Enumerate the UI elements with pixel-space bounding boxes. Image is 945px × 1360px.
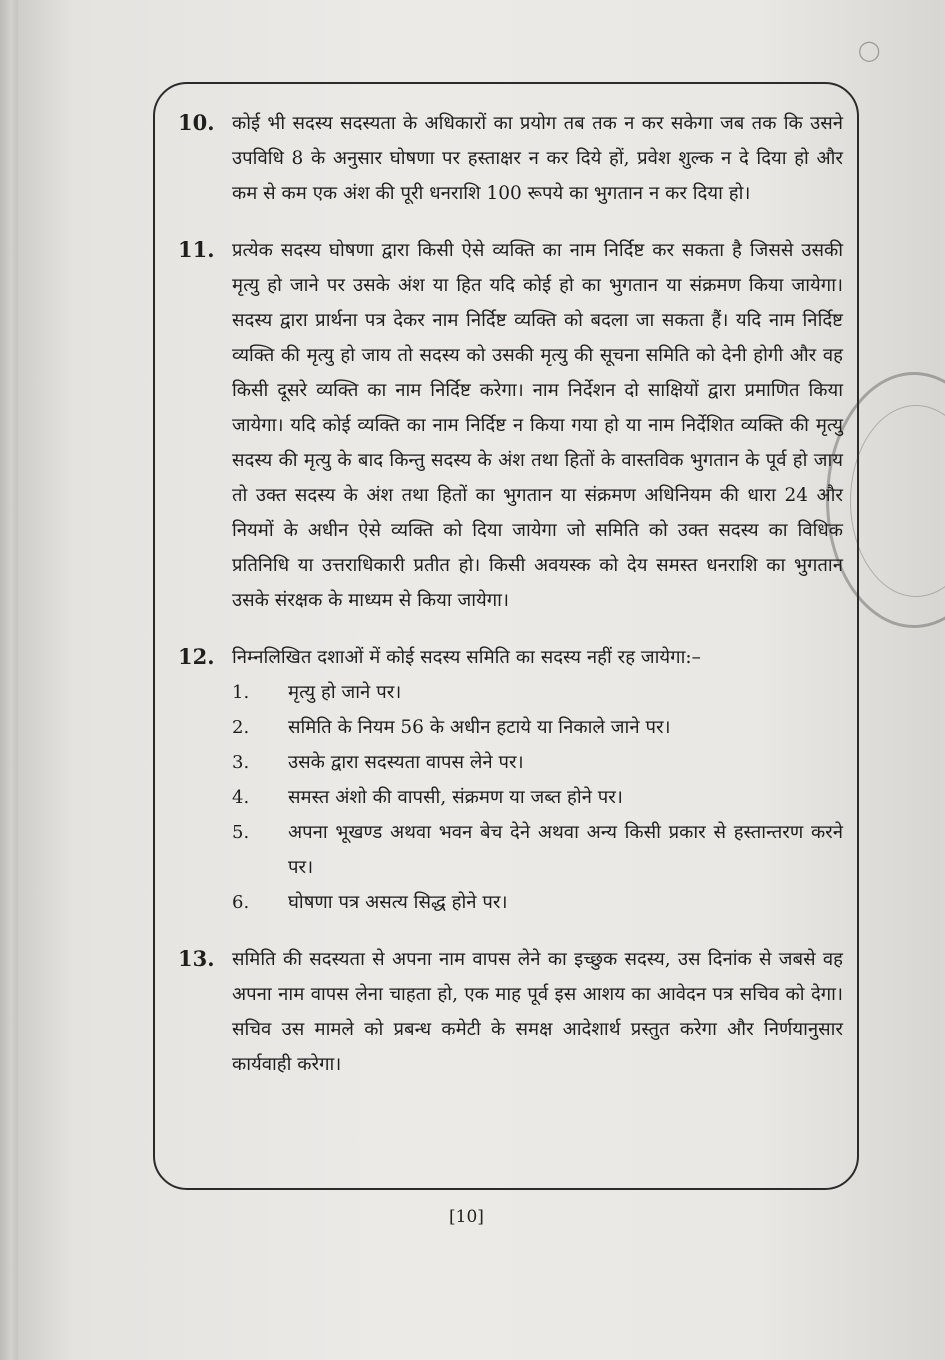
list-item-number: 5.	[232, 822, 250, 843]
bylaws-content	[178, 106, 843, 1104]
clause-12	[178, 640, 843, 920]
page-number: [10]	[449, 1207, 484, 1227]
list-item-text: अपना भूखण्ड अथवा भवन बेच देने अथवा अन्य किसी प्रकार से हस्तान्तरण करने पर।	[288, 822, 843, 878]
list-item-text: समिति के नियम 56 के अधीन हटाये या निकाले जाने पर।	[288, 717, 671, 738]
list-item	[232, 745, 843, 780]
list-item-text: समस्त अंशो की वापसी, संक्रमण या जब्त होने पर।	[288, 787, 623, 808]
list-item-number: 6.	[232, 892, 250, 913]
clause-text: समिति की सदस्यता से अपना नाम वापस लेने का इच्छुक सदस्य, उस दिनांक से जबसे वह अपना नाम वापस लेना चाहता हो, एक माह पूर्व इस आशय का आवेदन पत्र सचिव को देगा। सचिव उस मामले को प्रबन्ध कमेटी के समक्ष आदेशार्थ प्रस्तुत करेगा और निर्णयानुसार कार्यवाही करेगा।	[232, 949, 843, 1075]
clause-13	[178, 942, 843, 1082]
clause-number: 10.	[178, 110, 215, 135]
list-item-number: 3.	[232, 752, 250, 773]
list-item	[232, 710, 843, 745]
list-item-text: घोषणा पत्र असत्य सिद्ध होने पर।	[288, 892, 508, 913]
list-item	[232, 815, 843, 885]
clause-number: 12.	[178, 644, 215, 669]
list-item	[232, 885, 843, 920]
list-item-number: 2.	[232, 717, 250, 738]
clause-text: प्रत्येक सदस्य घोषणा द्वारा किसी ऐसे व्यक्ति का नाम निर्दिष्ट कर सकता है जिससे उसकी मृत्यु हो जाने पर उसके अंश या हित यदि कोई हो का भुगतान या संक्रमण किया जायेगा। सदस्य द्वारा प्रार्थना पत्र देकर नाम निर्दिष्ट व्यक्ति को बदला जा सकता हैं। यदि नाम निर्दिष्ट व्यक्ति की मृत्यु हो जाय तो सदस्य को उसकी मृत्यु की सूचना समिति को देनी होगी और वह किसी दूसरे व्यक्ति का नाम निर्दिष्ट करेगा। नाम निर्देशन दो साक्षियों द्वारा प्रमाणित किया जायेगा। यदि कोई व्यक्ति का नाम निर्दिष्ट न किया गया हो या नाम निर्देशित व्यक्ति की मृत्यु सदस्य की मृत्यु के बाद किन्तु सदस्य के अंश तथा हितों के वास्तविक भुगतान के पूर्व हो जाय तो उक्त सदस्य के अंश तथा हितों का भुगतान या संक्रमण अधिनियम की धारा 24 और नियमों के अधीन ऐसे व्यक्ति को दिया जायेगा जो समिति को उक्त सदस्य का विधिक प्रतिनिधि या उत्तराधिकारी प्रतीत हो। किसी अवयस्क को देय समस्त धनराशि का भुगतान उसके संरक्षक के माध्यम से किया जायेगा।	[232, 240, 843, 611]
list-item-number: 1.	[232, 682, 250, 703]
clause-text: निम्नलिखित दशाओं में कोई सदस्य समिति का सदस्य नहीं रह जायेगा:–	[232, 647, 701, 668]
list-item-number: 4.	[232, 787, 250, 808]
clause-number: 11.	[178, 237, 215, 262]
clause-text: कोई भी सदस्य सदस्यता के अधिकारों का प्रयोग तब तक न कर सकेगा जब तक कि उसने उपविधि 8 के अनुसार घोषणा पर हस्ताक्षर न कर दिये हों, प्रवेश शुल्क न दे दिया हो और कम से कम एक अंश की पूरी धनराशि 100 रूपये का भुगतान न कर दिया हो।	[232, 113, 843, 204]
clause-11	[178, 233, 843, 618]
condition-list	[232, 675, 843, 920]
page-stack-edge	[0, 0, 18, 1360]
corner-stamp-mark-icon: ◯	[858, 38, 881, 62]
list-item	[232, 675, 843, 710]
list-item	[232, 780, 843, 815]
clause-number: 13.	[178, 946, 215, 971]
clause-10	[178, 106, 843, 211]
list-item-text: मृत्यु हो जाने पर।	[288, 682, 402, 703]
list-item-text: उसके द्वारा सदस्यता वापस लेने पर।	[288, 752, 524, 773]
